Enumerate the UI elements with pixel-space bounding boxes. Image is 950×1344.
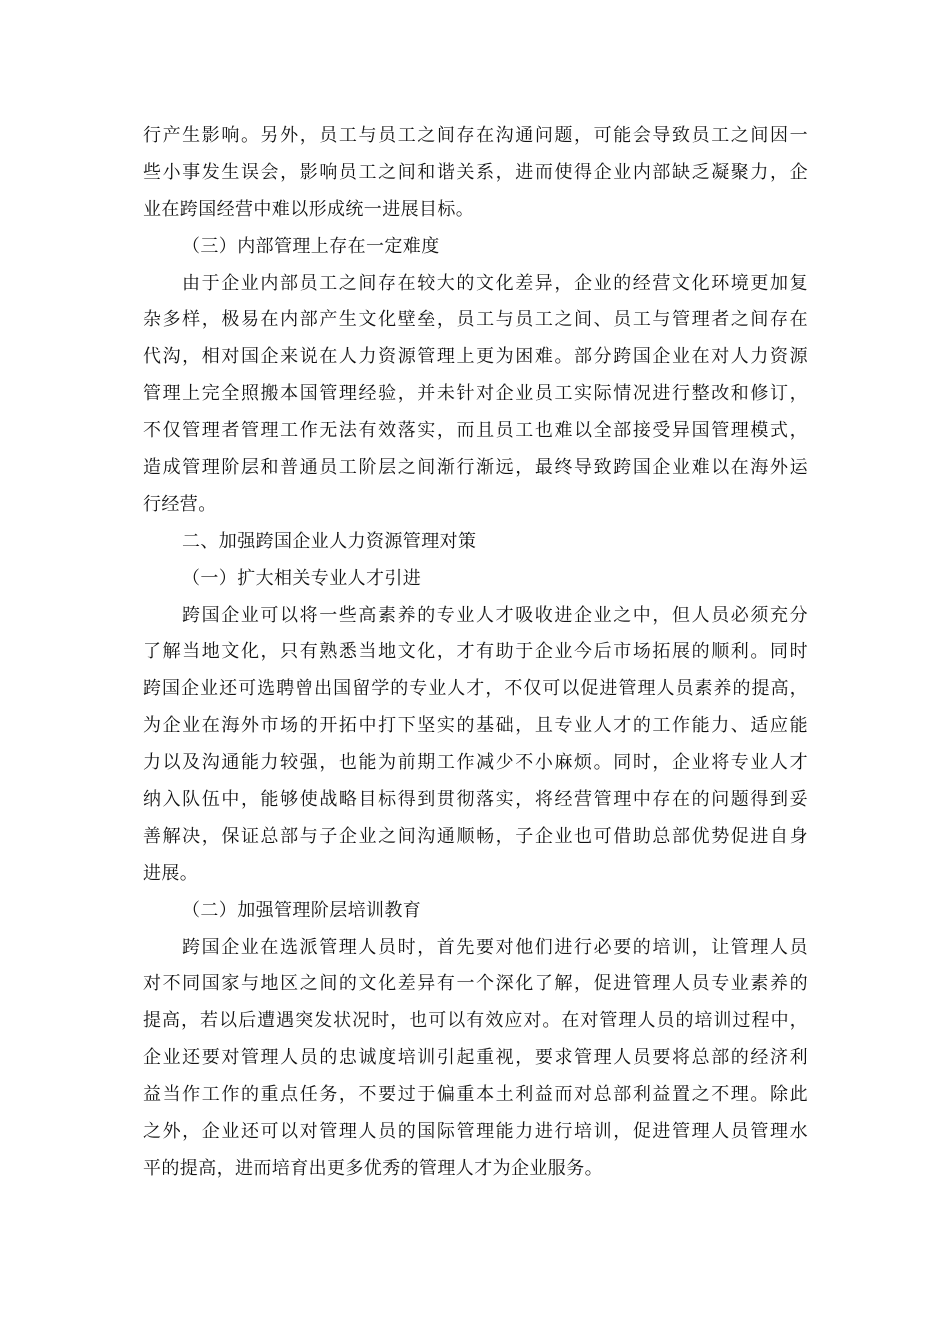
heading-text: （三）内部管理上存在一定难度 <box>182 235 440 257</box>
text-line: 跨国企业在选派管理人员时，首先要对他们进行必要的培训，让管理人员 <box>182 936 808 958</box>
text-line: 对不同国家与地区之间的文化差异有一个深化了解，促进管理人员专业素养的 <box>143 973 808 995</box>
text-line: 善解决，保证总部与子企业之间沟通顺畅，子企业也可借助总部优势促进自身 <box>143 825 808 847</box>
heading-text: （一）扩大相关专业人才引进 <box>182 567 422 589</box>
subsection-heading-talent <box>143 561 808 598</box>
text-line: 为企业在海外市场的开拓中打下坚实的基础，且专业人才的工作能力、适应能 <box>143 715 808 737</box>
heading-text: （二）加强管理阶层培训教育 <box>182 899 422 921</box>
text-line: 平的提高，进而培育出更多优秀的管理人才为企业服务。 <box>143 1157 603 1179</box>
heading-text: 二、加强跨国企业人力资源管理对策 <box>182 530 477 552</box>
subsection-heading-training <box>143 893 808 930</box>
text-line: 代沟，相对国企来说在人力资源管理上更为困难。部分跨国企业在对人力资源 <box>143 346 808 368</box>
text-line: 业在跨国经营中难以形成统一进展目标。 <box>143 198 475 220</box>
section-heading-strategies <box>143 524 808 561</box>
text-line: 造成管理阶层和普通员工阶层之间渐行渐远，最终导致跨国企业难以在海外运 <box>143 457 808 479</box>
text-line: 益当作工作的重点任务，不要过于偏重本土利益而对总部利益置之不理。除此 <box>143 1084 808 1106</box>
text-line: 由于企业内部员工之间存在较大的文化差异，企业的经营文化环境更加复 <box>182 272 808 294</box>
text-line: 之外，企业还可以对管理人员的国际管理能力进行培训，促进管理人员管理水 <box>143 1121 808 1143</box>
text-line: 了解当地文化，只有熟悉当地文化，才有助于企业今后市场拓展的顺利。同时 <box>143 641 808 663</box>
paragraph <box>143 118 808 229</box>
text-line: 管理上完全照搬本国管理经验，并未针对企业员工实际情况进行整改和修订， <box>143 383 808 405</box>
document-body <box>143 118 808 1188</box>
text-line: 进展。 <box>143 862 199 884</box>
text-line: 跨国企业可以将一些高素养的专业人才吸收进企业之中，但人员必须充分 <box>182 604 808 626</box>
paragraph <box>143 930 808 1188</box>
paragraph <box>143 266 808 524</box>
text-line: 企业还要对管理人员的忠诚度培训引起重视，要求管理人员要将总部的经济利 <box>143 1047 808 1069</box>
text-line: 行产生影响。另外，员工与员工之间存在沟通问题，可能会导致员工之间因一 <box>143 125 808 146</box>
text-line: 纳入队伍中，能够使战略目标得到贯彻落实，将经营管理中存在的问题得到妥 <box>143 789 808 811</box>
text-line: 不仅管理者管理工作无法有效落实，而且员工也难以全部接受异国管理模式， <box>143 420 808 442</box>
paragraph <box>143 598 808 893</box>
text-line: 杂多样，极易在内部产生文化壁垒，员工与员工之间、员工与管理者之间存在 <box>143 309 808 331</box>
text-line: 跨国企业还可选聘曾出国留学的专业人才，不仅可以促进管理人员素养的提高， <box>143 678 808 700</box>
text-line: 提高，若以后遭遇突发状况时，也可以有效应对。在对管理人员的培训过程中， <box>143 1010 808 1032</box>
section-heading-internal-management <box>143 229 808 266</box>
text-line: 力以及沟通能力较强，也能为前期工作减少不小麻烦。同时，企业将专业人才 <box>143 752 808 774</box>
text-line: 些小事发生误会，影响员工之间和谐关系，进而使得企业内部缺乏凝聚力，企 <box>143 161 808 183</box>
text-line: 行经营。 <box>143 493 217 515</box>
